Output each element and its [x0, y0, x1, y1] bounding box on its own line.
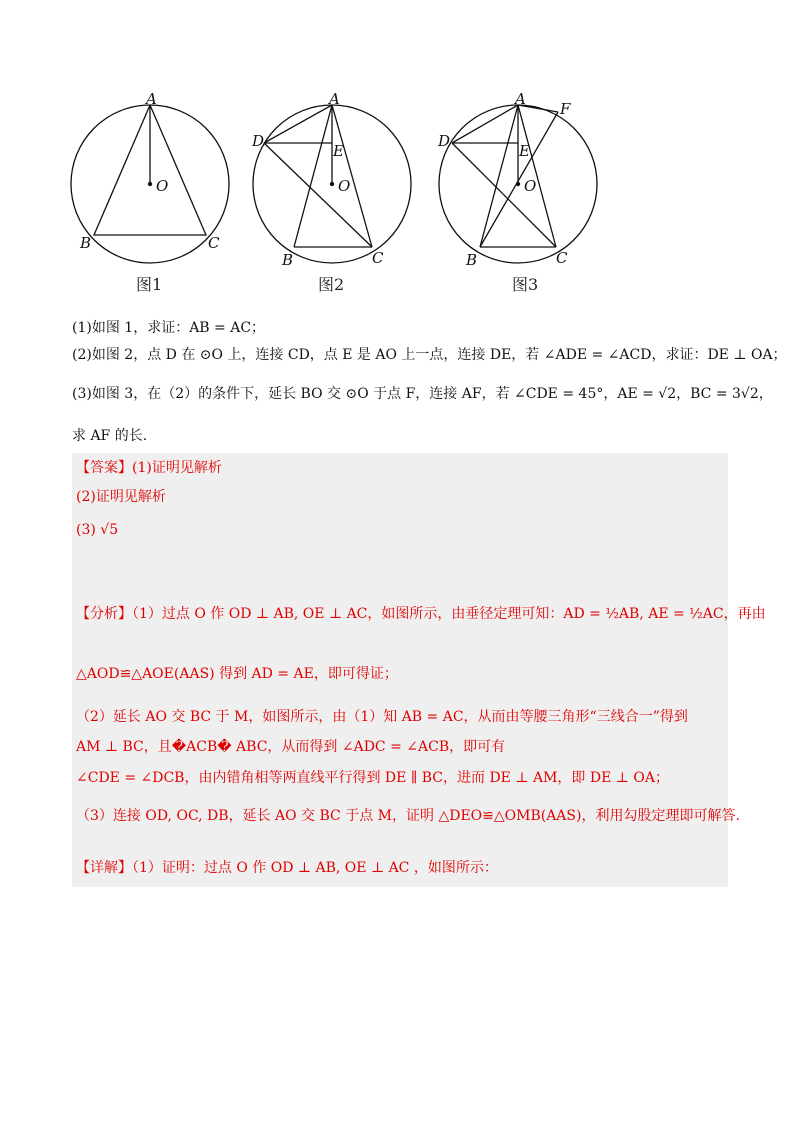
analysis-line-5: ∠CDE = ∠DCB，由内错角相等两直线平行得到 DE ∥ BC，进而 DE ⊥ AM，即 DE ⊥ OA；: [76, 770, 669, 786]
label-O: O: [156, 177, 169, 195]
label-C: C: [372, 249, 384, 267]
figure-1: [70, 88, 230, 268]
figure-2-caption: 图2: [318, 275, 345, 294]
label-B: B: [80, 234, 92, 252]
analysis-line-3: （2）延长 AO 交 BC 于 M，如图所示，由（1）知 AB = AC，从而由等腰三角形“三线合一”得到: [76, 709, 688, 725]
label-B: B: [466, 251, 478, 269]
question-3-continued: 求 AF 的长.: [72, 428, 148, 444]
figure-3-caption: 图3: [512, 275, 539, 294]
analysis-line-1: 【分析】（1）过点 O 作 OD ⊥ AB, OE ⊥ AC，如图所示，由垂径定理可知：AD = ½AB, AE = ½AC，再由: [76, 606, 766, 622]
figure-1-caption: 图1: [136, 275, 163, 294]
label-A: A: [515, 90, 526, 108]
label-O: O: [524, 177, 537, 195]
label-D: D: [252, 132, 265, 150]
label-F: F: [560, 100, 571, 118]
detail-line: 【详解】（1）证明：过点 O 作 OD ⊥ AB, OE ⊥ AC ，如图所示：: [76, 860, 498, 876]
label-D: D: [438, 132, 451, 150]
label-A: A: [146, 90, 157, 108]
analysis-line-2: △AOD≌△AOE(AAS) 得到 AD = AE，即可得证；: [76, 666, 398, 682]
label-E: E: [333, 142, 344, 160]
analysis-line-6: （3）连接 OD, OC, DB，延长 AO 交 BC 于点 M，证明 △DEO≌△OMB(AAS)，利用勾股定理即可解答.: [76, 808, 740, 824]
answer-line-2: (2)证明见解析: [76, 489, 166, 505]
label-A: A: [329, 90, 340, 108]
answer-line-1: 【答案】(1)证明见解析: [76, 460, 222, 476]
question-3: (3)如图 3，在（2）的条件下，延长 BO 交 ⊙O 于点 F，连接 AF，若 ∠CDE = 45°，AE = √2，BC = 3√2，: [72, 386, 773, 402]
analysis-line-4: AM ⊥ BC，且�ACB� ABC，从而得到 ∠ADC = ∠ACB，即可有: [76, 739, 506, 755]
label-C: C: [556, 249, 568, 267]
label-O: O: [338, 177, 351, 195]
question-1: (1)如图 1，求证：AB = AC；: [72, 320, 266, 336]
label-E: E: [519, 142, 530, 160]
answer-line-3: (3) √5: [76, 522, 119, 538]
figure-2: [252, 88, 422, 273]
question-2: (2)如图 2，点 D 在 ⊙O 上，连接 CD，点 E 是 AO 上一点，连接 DE，若 ∠ADE = ∠ACD，求证：DE ⊥ OA；: [72, 347, 787, 363]
figure-3: [436, 88, 606, 273]
label-C: C: [208, 234, 220, 252]
label-B: B: [282, 251, 294, 269]
